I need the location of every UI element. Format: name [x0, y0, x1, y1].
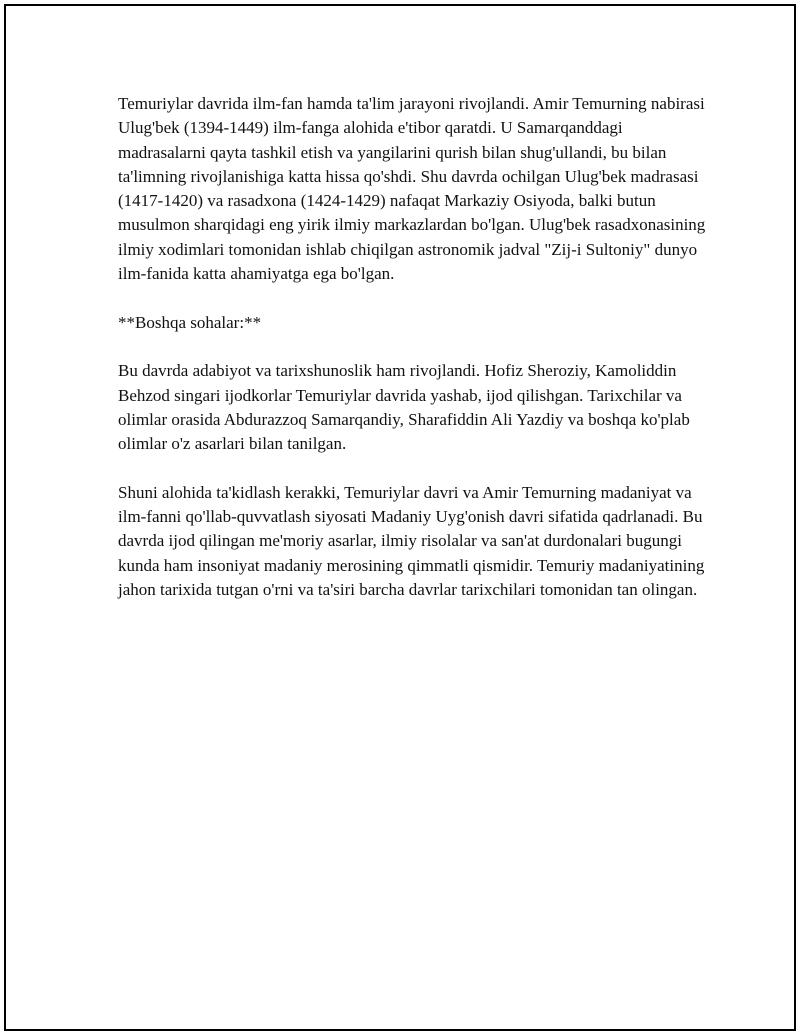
paragraph-ulugbek-science: Temuriylar davrida ilm-fan hamda ta'lim jarayoni rivojlandi. Amir Temurning nabirasi Ulug'bek (1394-1449) ilm-fanga alohida e'tibor qaratdi. U Samarqanddagi madrasalarni qayta tashkil etish va yangilarini qurish bilan shug'ullandi, bu bilan ta'limning rivojlanishiga katta hissa qo'shdi. Shu davrda ochilgan Ulug'bek madrasasi (1417-1420) va rasadxona (1424-1429) nafaqat Markaziy Osiyoda, balki butun musulmon sharqidagi eng yirik ilmiy markazlardan bo'lgan. Ulug'bek rasadxonasining ilmiy xodimlari tomonidan ishlab chiqilgan astronomik jadval "Zij-i Sultoniy" dunyo ilm-fanida katta ahamiyatga ega bo'lgan.	[118, 94, 706, 284]
paragraph-cultural-renaissance: Shuni alohida ta'kidlash kerakki, Temuriylar davri va Amir Temurning madaniyat va ilm-fanni qo'llab-quvvatlash siyosati Madaniy Uyg'onish davri sifatida qadrlanadi. Bu davrda ijod qilingan me'moriy asarlar, ilmiy risolalar va san'at durdonalari bugungi kunda ham insoniyat madaniy merosining qimmatli qismidir. Temuriy madaniyatining jahon tarixida tutgan o'rni va ta'siri barcha davrlar tarixchilari tomonidan tan olingan.	[118, 482, 705, 599]
section-heading-other-fields: **Boshqa sohalar:**	[118, 312, 262, 332]
paragraph-literature-history: Bu davrda adabiyot va tarixshunoslik ham rivojlandi. Hofiz Sheroziy, Kamoliddin Behzod singari ijodkorlar Temuriylar davrida yashab, ijod qilishgan. Tarixchilar va olimlar orasida Abdurazzoq Samarqandiy, Sharafiddin Ali Yazdiy va boshqa ko'plab olimlar o'z asarlari bilan tanilgan.	[118, 361, 690, 454]
document-body	[118, 92, 708, 627]
